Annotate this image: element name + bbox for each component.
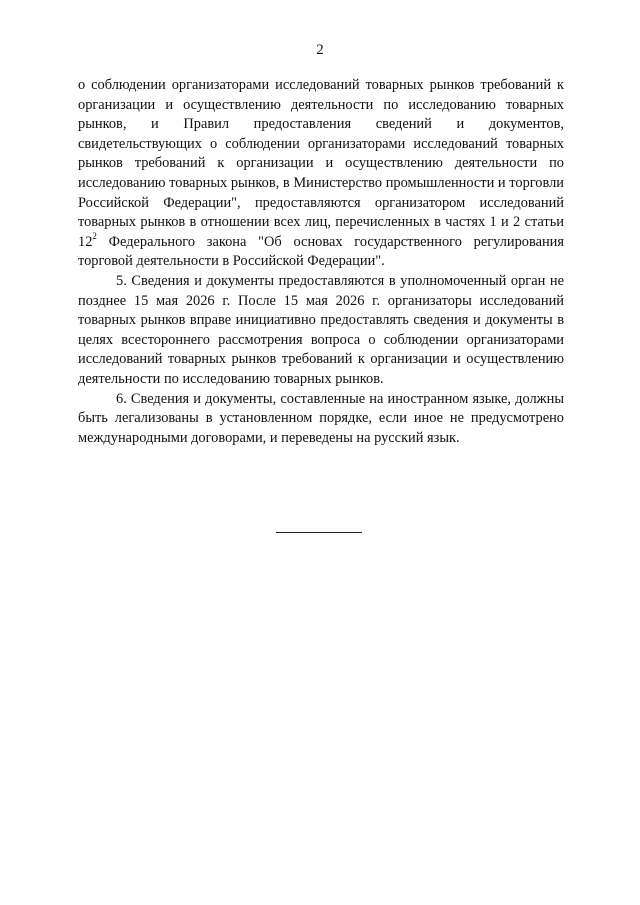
paragraph-text: Федерального закона "Об основах государственного регулирования торговой деятельности в Российской Федерации". (78, 233, 564, 270)
end-of-document-line (276, 532, 362, 533)
page-number: 2 (316, 42, 324, 58)
superscript-article-number: 2 (92, 230, 97, 241)
paragraph-item-5: 5. Сведения и документы предоставляются в уполномоченный орган не позднее 15 мая 2026 г. После 15 мая 2026 г. организаторы исследований товарных рынков вправе инициативно предоставлять сведения и документы в целях всестороннего рассмотрения вопроса о соблюдении организаторами исследований товарных рынков требований к организации и осуществлению деятельности по исследованию товарных рынков. (78, 272, 564, 387)
document-body (78, 76, 564, 448)
paragraph-item-6: 6. Сведения и документы, составленные на иностранном языке, должны быть легализованы в установленном порядке, если иное не предусмотрено международными договорами, и переведены на русский язык. (78, 390, 564, 446)
paragraph-continuation (78, 76, 564, 272)
paragraph-text: о соблюдении организаторами исследований товарных рынков требований к организации и осуществлению деятельности по исследованию товарных рынков, и Правил предоставления сведений и документов, свидетельствующих о соблюдении организаторами исследований товарных рынков требований к организации и осуществлению деятельности по исследованию товарных рынков, в Министерство промышленности и торговли Российской Федерации", предоставляются организатором исследований товарных рынков в отношении всех лиц, перечисленных в частях 1 и 2 статьи 12 (78, 77, 564, 250)
